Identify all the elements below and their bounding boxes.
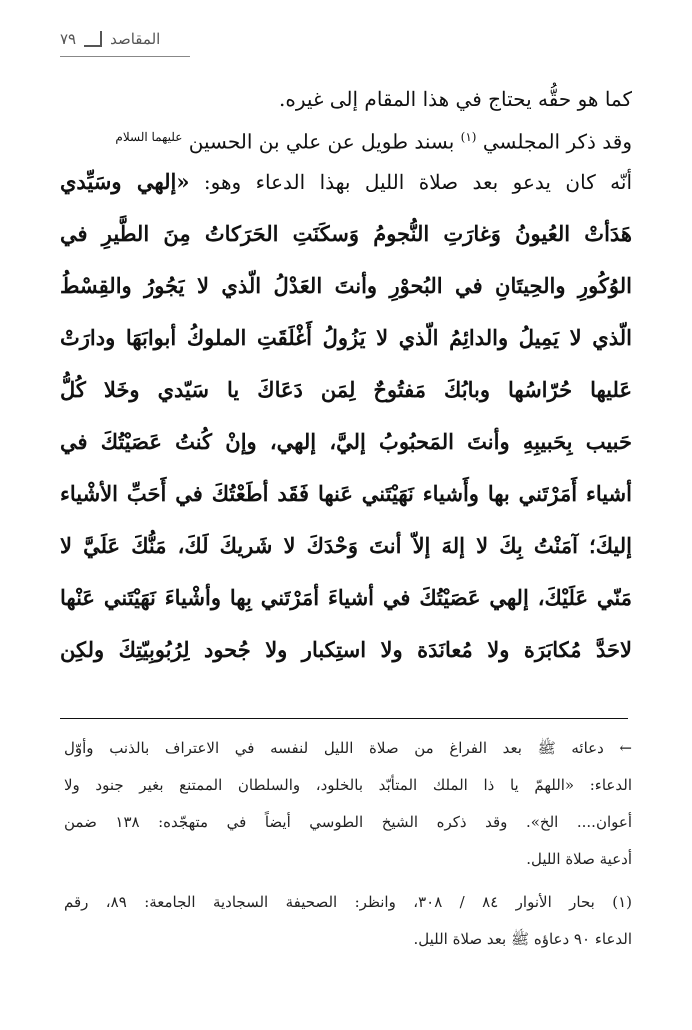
prayer-line: هَدَأتْ العُيونُ وَغارَتِ النُّجومُ وَسكَنَتِ الحَرَكاتُ مِنَ الطَّيرِ في [60,221,632,246]
main-text [60,80,632,676]
prayer-line: أشياء أَمَرْتَني بها وأَشياء نَهَيْتَني عَنها فَقَد أطَعْتُكَ في أَحَبِّ الأشْياء [60,481,632,506]
prayer-line: حَبيب بِحَبيبِهِ وأنتَ المَحبُوبُ إليَّ، إلهي، وإنْ كُنتُ عَصَيْتُكَ في [60,429,632,454]
header-divider-mark [84,31,102,47]
prayer-line: عَليها حُرّاسُها وبابُكَ مَفتُوحٌ لِمَن دَعَاكَ يا سَيّدي وخَلا كُلُّ [60,377,632,402]
footnote-line: أدعية صلاة الليل. [526,850,632,868]
footnotes [64,730,632,958]
footnote-separator [60,718,628,719]
prayer-text-bold: «إلهي وسَيِّدي [60,169,190,194]
header-rule [60,56,190,57]
prayer-line: مَنّي عَلَيْكَ، إلهي عَصَيْتُكَ في أشياءَ أمَرْتَني بِها وأشْياءَ نَهَيْتَني عَنْها [60,585,632,610]
text-line [60,118,632,156]
footnote-line: الدعاء ٩٠ دعاؤه ﷺ بعد صلاة الليل. [413,930,632,948]
prayer-line: الّذي لا يَمِيلُ والدائِمُ الّذي لا يَزُولُ أَغْلَقَتِ الملوكُ أبوابَهَا ودارَتْ [60,325,632,350]
footnote-marker[interactable]: (١) [460,130,477,144]
footnote-line: أعوان.... الخ». وقد ذكره الشيخ الطوسي أيضاً في متهجّده: ١٣٨ ضمن [64,813,632,831]
text-segment: أنّه كان يدعو بعد صلاة الليل بهذا الدعاء وهو: [189,170,632,194]
footnote-line: (١) بحار الأنوار ٨٤ / ٣٠٨، وانظر: الصحيفة السجادية الجامعة: ٨٩، رقم [64,893,632,911]
header-title: المقاصد [110,30,161,48]
text-segment: وقد ذكر المجلسي [476,129,632,154]
text-line [60,156,632,208]
prayer-line: الوُكُورِ والحِيتَانِ في البُحوْرِ وأنتَ العَدْلُ الّذي لا يَجُورُ والقِسْطُ [60,273,632,298]
header-group [60,30,160,48]
text-line: كما هو حقُّه يحتاج في هذا المقام إلى غيره. [279,87,632,111]
prayer-line: إليكَ؛ آمَنْتُ بِكَ لا إلهَ إلاّ أنتَ وَحْدَكَ لا شَريكَ لَكَ، مَنُّكَ عَلَيَّ لا [60,533,632,558]
text-segment: بسند طويل عن علي بن الحسين [182,129,461,154]
footnote-line: الدعاء: «اللهمّ يا ذا الملك المتأبّد بالخلود، والسلطان الممتنع بغير جنود ولا [64,776,632,794]
header-page-number: ٧٩ [60,30,77,48]
footnote-line: ← دعائه ﷺ بعد الفراغ من صلاة الليل لنفسه في الاعتراف بالذنب وأوّل [64,739,632,757]
prayer-line: لاحَدَّ مُكابَرَة ولا مُعانَدَة ولا استِكبار ولا جُحود لِرُبُوبِيّتِكَ ولكِن [60,637,632,662]
page-header [60,30,632,70]
honorific-symbol: عليهما السلام [115,130,183,144]
